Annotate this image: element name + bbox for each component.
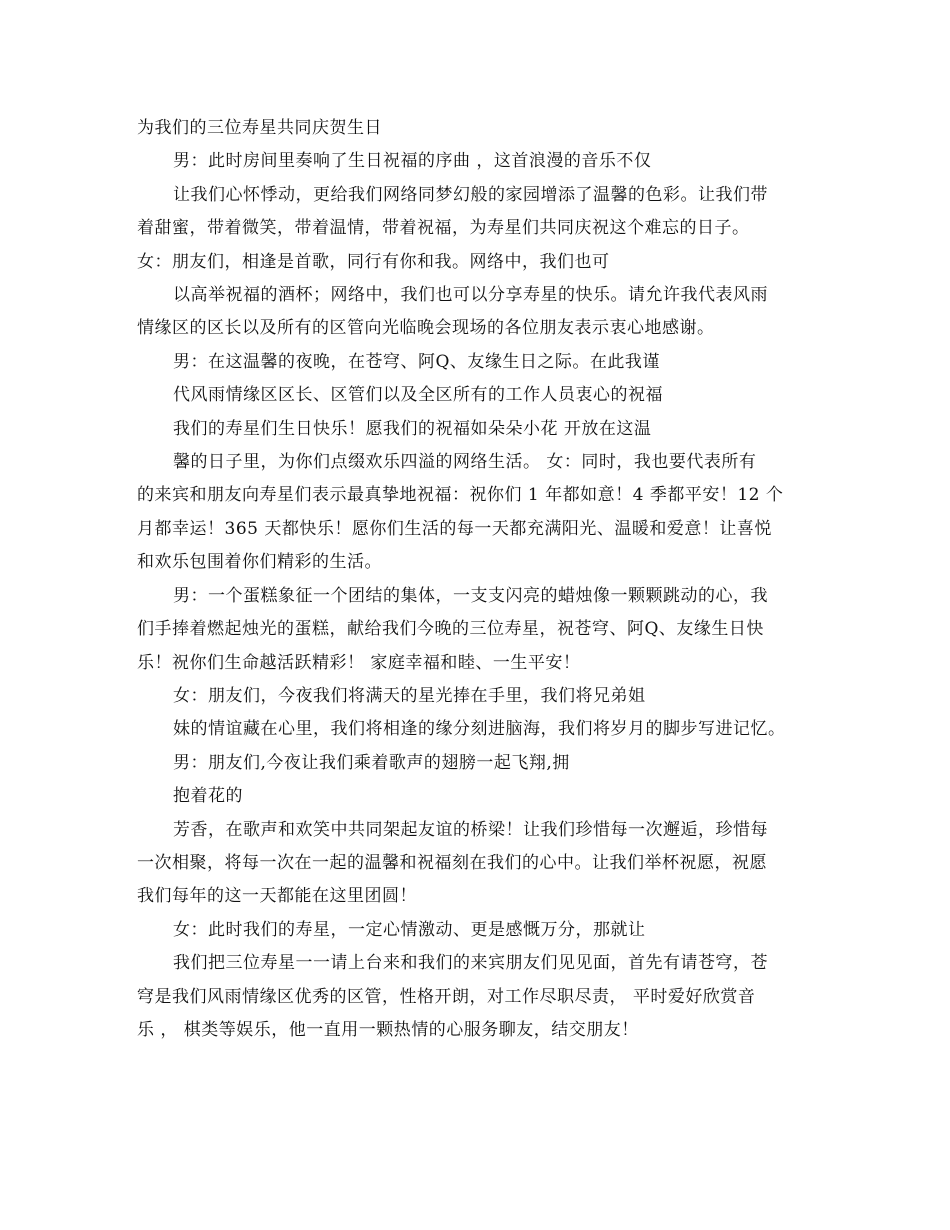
text-line: 着甜蜜，带着微笑，带着温情，带着祝福，为寿星们共同庆祝这个难忘的日子。 — [137, 218, 750, 239]
text-line: 一次相聚，将每一次在一起的温馨和祝福刻在我们的心中。让我们举杯祝愿，祝愿 — [137, 852, 767, 873]
text-line: 们手捧着燃起烛光的蛋糕，献给我们今晚的三位寿星，祝苍穹、阿Q、友缘生日快 — [137, 619, 764, 640]
text-line: 男：此时房间里奏响了生日祝福的序曲 ，这首浪漫的音乐不仅 — [173, 151, 652, 172]
text-line: 女：朋友们，相逢是首歌，同行有你和我。网络中，我们也可 — [137, 251, 610, 272]
text-line: 芳香，在歌声和欢笑中共同架起友谊的桥梁！让我们珍惜每一次邂逅，珍惜每 — [173, 819, 768, 840]
text-line: 月都幸运！365 天都快乐！愿你们生活的每一天都充满阳光、温暖和爱意！让喜悦 — [137, 518, 772, 539]
text-line: 乐 ， 棋类等娱乐，他一直用一颗热情的心服务聊友，结交朋友！ — [137, 1019, 639, 1040]
text-line: 男：一个蛋糕象征一个团结的集体，一支支闪亮的蜡烛像一颗颗跳动的心，我 — [173, 585, 768, 606]
document-body — [137, 112, 817, 1047]
text-line: 我们把三位寿星一一请上台来和我们的来宾朋友们见见面，首先有请苍穹，苍 — [173, 953, 768, 974]
text-line: 乐！祝你们生命越活跃精彩！ 家庭幸福和睦、一生平安！ — [137, 652, 581, 673]
text-line: 和欢乐包围着你们精彩的生活。 — [137, 552, 382, 573]
text-line: 的来宾和朋友向寿星们表示最真挚地祝福：祝你们 1 年都如意！4 季都平安！12 个 — [137, 485, 784, 506]
text-line: 情缘区的区长以及所有的区管向光临晚会现场的各位朋友表示衷心地感谢。 — [137, 318, 715, 339]
text-line: 男：在这温馨的夜晚，在苍穹、阿Q、友缘生日之际。在此我谨 — [173, 351, 660, 372]
text-line: 以高举祝福的酒杯；网络中，我们也可以分享寿星的快乐。请允许我代表风雨 — [173, 285, 768, 306]
text-line: 男：朋友们,今夜让我们乘着歌声的翅膀一起飞翔,拥 — [173, 752, 570, 773]
text-line: 我们的寿星们生日快乐！愿我们的祝福如朵朵小花 开放在这温 — [173, 418, 652, 439]
text-line: 代风雨情缘区区长、区管们以及全区所有的工作人员衷心的祝福 — [173, 385, 663, 406]
text-line: 女：朋友们，今夜我们将满天的星光捧在手里，我们将兄弟姐 — [173, 685, 646, 706]
text-line: 馨的日子里，为你们点缀欢乐四溢的网络生活。 女：同时，我也要代表所有 — [173, 452, 757, 473]
text-line: 我们每年的这一天都能在这里团圆！ — [137, 886, 417, 907]
text-line: 为我们的三位寿星共同庆贺生日 — [137, 118, 382, 138]
text-line: 让我们心怀悸动，更给我们网络同梦幻般的家园增添了温馨的色彩。让我们带 — [173, 184, 768, 205]
text-line: 穹是我们风雨情缘区优秀的区管，性格开朗，对工作尽职尽责， 平时爱好欣赏音 — [137, 986, 756, 1007]
text-line: 妹的情谊藏在心里，我们将相逢的缘分刻进脑海，我们将岁月的脚步写进记忆。 — [173, 719, 786, 740]
text-line: 女：此时我们的寿星，一定心情激动、更是感慨万分，那就让 — [173, 919, 646, 940]
text-line: 抱着花的 — [173, 786, 243, 807]
